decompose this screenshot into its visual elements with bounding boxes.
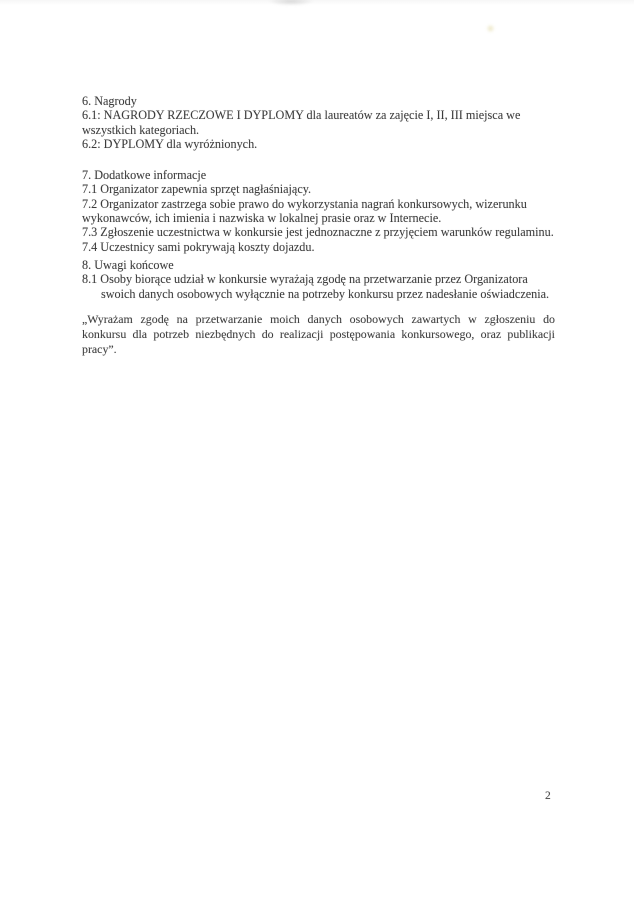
text-line: 6.2: DYPLOMY dla wyróżnionych.: [82, 136, 258, 151]
text-line: 7.2 Organizator zastrzega sobie prawo do wykorzystania nagrań konkursowych, wizerunku: [82, 196, 527, 211]
section-nagrody: [82, 94, 555, 151]
section-heading: 6. Nagrody: [82, 94, 137, 108]
scan-artifact-smudge: [268, 0, 314, 6]
text-line: wszystkich kategoriach.: [82, 122, 200, 137]
text-line: wykonawców, ich imienia i nazwiska w lokalnej prasie oraz w Internecie.: [82, 211, 442, 226]
page-number: 2: [545, 790, 551, 802]
consent-quote-paragraph: [82, 312, 555, 357]
paragraph: [82, 137, 555, 151]
paragraph: [82, 272, 555, 301]
paragraph: [82, 225, 555, 239]
text-line: konkursu dla potrzeb niezbędnych do realizacji postępowania konkursowego, oraz publikacji: [82, 326, 555, 341]
document-content: [82, 94, 555, 357]
text-line: 7.4 Uczestnicy sami pokrywają koszty dojazdu.: [82, 239, 315, 254]
paragraph: [82, 182, 555, 196]
section-dodatkowe-informacje: [82, 168, 555, 254]
scan-artifact-speck: [486, 24, 495, 33]
text-line: 8.1 Osoby biorące udział w konkursie wyrażają zgodę na przetwarzanie przez Organizatora: [82, 272, 528, 287]
paragraph: [82, 108, 555, 137]
section-heading: 7. Dodatkowe informacje: [82, 168, 207, 183]
section-heading: 8. Uwagi końcowe: [82, 257, 174, 272]
paragraph: [82, 240, 555, 254]
text-line: 7.3 Zgłoszenie uczestnictwa w konkursie jest jednoznaczne z przyjęciem warunków regulaminu.: [82, 225, 554, 240]
paragraph: [82, 197, 555, 226]
scan-edge-shadow: [0, 0, 634, 5]
text-line: 7.1 Organizator zapewnia sprzęt nagłaśniający.: [82, 182, 312, 197]
text-line: „Wyrażam zgodę na przetwarzanie moich danych osobowych zawartych w zgłoszeniu do: [82, 311, 555, 326]
text-line: swoich danych osobowych wyłącznie na potrzeby konkursu przez nadesłanie oświadczenia.: [101, 286, 550, 301]
section-uwagi-koncowe: [82, 258, 555, 301]
text-line: 6.1: NAGRODY RZECZOWE I DYPLOMY dla laureatów za zajęcie I, II, III miejsca we: [82, 108, 521, 123]
text-line: pracy”.: [82, 341, 117, 356]
